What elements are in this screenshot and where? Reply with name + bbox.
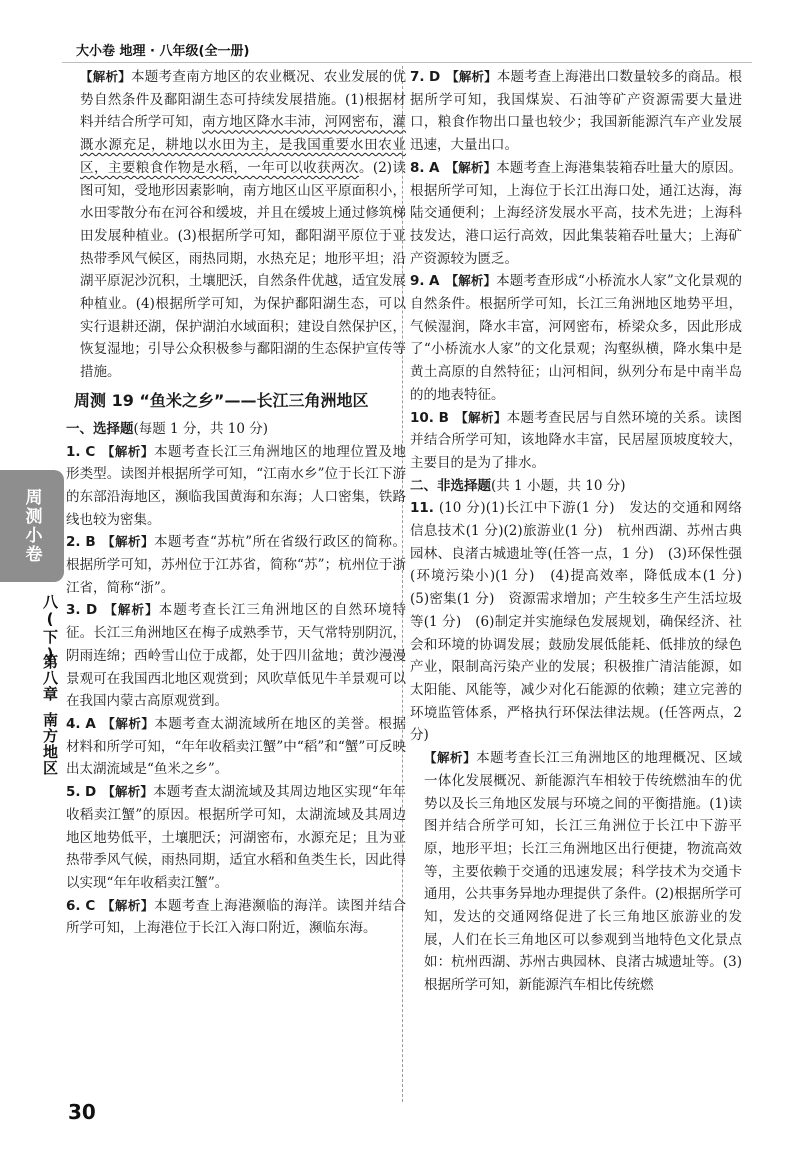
question-item <box>66 599 406 713</box>
analysis-tag: 【解析】 <box>80 69 132 84</box>
question-text: 本题考查上海港濒临的海洋。读图并结合所学可知，上海港位于长江入海口附近，濒临东海。 <box>66 897 406 937</box>
answer-letter: B <box>85 534 96 551</box>
question-number: 1. <box>66 443 81 460</box>
intro-rest: 。(2)读图可知，受地形因素影响，南方地区山区平原面积小，水田零散分布在河谷和缓坡，并且在缓坡上通过修筑梯田发展种植业。(3)根据所学可知，鄱阳湖平原位于亚热带季风气候区，雨热同期，水热充足；地形平坦；沿湖平原泥沙沉积，土壤肥沃，自然条件优越，适宜发展种植业。(4)根据所学可知，为保护鄱阳湖生态，可以实行退耕还湖，保护湖泊水域面积；建设自然保护区，恢复湿地；引导公众积极参与鄱阳湖的生态保护宣传等措施。 <box>80 159 407 381</box>
tab-label: 周测小卷 <box>21 488 42 564</box>
nonchoice-note: (共 1 小题，共 10 分) <box>491 477 626 494</box>
wavy-underlined-text: 南方地区降水丰沛，河网密布，灌溉水源充足，耕地以水田为主，是我国重要水田农业区，主要粮食作物是水稻，一年可以收获两次 <box>80 114 407 176</box>
question-item <box>66 713 406 781</box>
analysis-tag: 【解析】 <box>101 715 155 731</box>
header-rule <box>62 62 752 63</box>
question-number: 7. <box>410 69 425 85</box>
analysis-tag: 【解析】 <box>101 897 154 913</box>
answer-letter: D <box>428 69 441 85</box>
question-item <box>410 157 742 271</box>
question-number: 9. <box>410 273 425 290</box>
answer-letter: C <box>85 897 96 914</box>
left-column <box>66 66 406 940</box>
question-number: 8. <box>410 159 425 176</box>
question-text: 本题考查形成“小桥流水人家”文化景观的自然条件。根据所学可知，长江三角洲地区地势平坦，气候湿润，降水丰富，河网密布，桥梁众多，因此形成了“小桥流水人家”的文化景观；沟壑纵横，降水集中是黄土高原的自然特征；山河相间，纵列分布是中南半岛的的地表特征。 <box>410 273 742 403</box>
question-item <box>66 781 406 895</box>
question-text: 本题考查“苏杭”所在省级行政区的简称。根据所学可知，苏州位于江苏省，简称“苏”；杭州位于浙江省，简称“浙”。 <box>66 534 406 596</box>
question-text: 本题考查太湖流域及其周边地区实现“年年收稻卖江蟹”的原因。根据所学可知，太湖流域及其周边地区地势低平，土壤肥沃；河湖密布，水源充足；且为亚热带季风气候，雨热同期，适宜水稻和鱼类生长，因此得以实现“年年收稻卖江蟹”。 <box>66 784 406 891</box>
nonchoice-head: 二、非选择题 <box>410 477 491 494</box>
answer-letter: A <box>428 273 440 290</box>
section-title: 周测 19 “鱼米之乡”——长江三角洲地区 <box>74 390 369 410</box>
analysis-tag: 【解析】 <box>101 443 154 459</box>
analysis-tag: 【解析】 <box>445 273 497 289</box>
question-item <box>410 497 756 747</box>
q11-analysis-text: 本题考查长江三角洲地区的地理概况、区域一体化发展概况、新能源汽车相较于传统燃油车的优势以及长三角地区发展与环境之间的平衡措施。(1)读图并结合所学可知，长江三角洲位于长江中下游平原，地形平坦；长江三角洲地区出行便捷，物流高效等，主要依赖于交通的迅速发展；科学技术为交通卡通用，公共事务异地办理提供了条件。(2)根据所学可知，发达的交通网络促进了长三角地区旅游业的发展，人们在长三角地区可以参观到当地特色文化景点如：杭州西湖、苏州古典园林、良渚古城遗址等。(3)根据所学可知，新能源汽车相比传统燃 <box>424 750 742 994</box>
grade-label: 八(下) <box>41 594 59 664</box>
choice-note: (每题 1 分，共 10 分) <box>133 420 268 437</box>
region-label: 南方地区 <box>41 712 59 776</box>
answer-letter: D <box>85 784 97 801</box>
answer-letter: B <box>438 409 449 426</box>
question-number: 6. <box>66 897 81 914</box>
question-item <box>410 407 742 475</box>
question-item <box>410 66 742 157</box>
answer-letter: C <box>85 443 96 460</box>
answer-letter: A <box>85 715 96 732</box>
question-text: 本题考查太湖流域所在地区的美誉。根据材料和所学可知，“年年收稻卖江蟹”中“稻”和“蟹”可反映出太湖流域是“鱼米之乡”。 <box>66 715 406 778</box>
intro-analysis <box>66 66 406 384</box>
question-item <box>66 531 406 599</box>
question-text: 本题考查长江三角洲地区的自然环境特征。长江三角洲地区在梅子成熟季节，天气常特别阴沉，阴雨连绵；西岭雪山位于成都，处于四川盆地；黄沙漫漫景观可在我国西北地区观赏到；风吹草低见牛羊景观可以在我国内蒙古高原观赏到。 <box>66 602 406 710</box>
question-number: 10. <box>410 409 434 426</box>
question-item <box>66 895 406 940</box>
analysis-tag: 【解析】 <box>454 409 507 425</box>
question-number: 5. <box>66 784 81 801</box>
answer-letter: A <box>428 159 440 176</box>
choice-heading <box>66 418 406 441</box>
chapter-label: 第八章 <box>41 654 59 702</box>
question-number: 3. <box>66 602 81 619</box>
question-text: 本题考查上海港出口数量较多的商品。根据所学可知，我国煤炭、石油等矿产资源需要大量进口，粮食作物出口量也较少；我国新能源汽车产业发展迅速，大量出口。 <box>410 69 742 154</box>
weekly-test-tab <box>0 470 64 582</box>
analysis-tag: 【解析】 <box>445 159 497 175</box>
question-number: 11. <box>410 500 434 517</box>
right-column <box>410 66 756 997</box>
analysis-tag: 【解析】 <box>446 69 497 84</box>
intro-text: 本题考查南方地区的农业概况、农业发展的优势自然条件及鄱阳湖生态可持续发展措施。(1)根据材料并结合所学可知， <box>80 69 406 131</box>
question-number: 2. <box>66 534 81 551</box>
question-text: 本题考查上海港集装箱吞吐量大的原因。根据所学可知，上海位于长江出海口处，通江达海，海陆交通便利；上海经济发展水平高，技术先进；上海科技发达，港口运行高效，因此集装箱吞吐量大；上海矿产资源较为匮乏。 <box>410 159 742 267</box>
nonchoice-heading <box>410 475 742 498</box>
running-header: 大小卷 地理 · 八年级(全一册) <box>76 44 250 59</box>
analysis-tag: 【解析】 <box>103 602 159 618</box>
answer-letter: D <box>85 602 98 619</box>
analysis-tag: 【解析】 <box>101 534 155 550</box>
q11-analysis <box>410 747 742 997</box>
q11-answer: (10 分)(1)长江中下游(1 分) 发达的交通和网络信息技术(1 分)(2)旅游业(1 分) 杭州西湖、苏州古典园林、良渚古城遗址等(任答一点，1 分) (3)环保性强(环境污染小)(1 分) (4)提高效率，降低成本(1 分) (5)密集(1 分) 资源需求增加；产生较多生产生活垃圾等(1 分) (6)制定并实施绿色发展规划，确保经济、社会和环境的协调发展；鼓励发展低能耗、低排放的绿色产业，限制高污染产业的发展；积极推广清洁能源，如太阳能、风能等，减少对化石能源的依赖；建立完善的环境监管体系，严格执行环保法律法规。(任答两点，2 分) <box>410 500 756 744</box>
question-item <box>66 441 406 532</box>
analysis-tag: 【解析】 <box>102 784 154 800</box>
question-text: 本题考查民居与自然环境的关系。读图并结合所学可知，该地降水丰富，民居屋顶坡度较大，主要目的是为了排水。 <box>410 409 742 471</box>
question-item <box>410 270 742 406</box>
question-text: 本题考查长江三角洲地区的地理位置及地形类型。读图并根据所学可知，“江南水乡”位于长江下游的东部沿海地区，濒临我国黄海和东海；人口密集，铁路线也较为密集。 <box>66 443 406 528</box>
page-number: 30 <box>68 1100 96 1124</box>
analysis-tag: 【解析】 <box>424 750 477 766</box>
choice-head: 一、选择题 <box>66 420 134 437</box>
question-number: 4. <box>66 715 81 732</box>
